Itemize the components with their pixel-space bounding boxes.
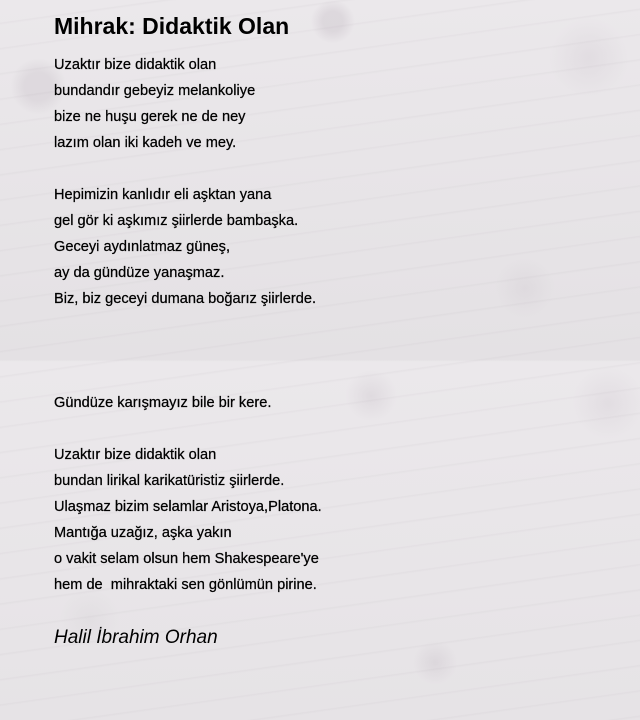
- poem-line: hem de mihraktaki sen gönlümün pirine.: [54, 577, 317, 593]
- poem-line: Uzaktır bize didaktik olan: [54, 57, 217, 73]
- poem-line: Geceyi aydınlatmaz güneş,: [54, 239, 231, 255]
- poem-line: Hepimizin kanlıdır eli aşktan yana: [54, 187, 272, 203]
- poem-line: bundan lirikal karikatüristiz şiirlerde.: [54, 473, 285, 489]
- poem-line: Gündüze karışmayız bile bir kere.: [54, 395, 272, 411]
- poem-container: [54, 12, 614, 650]
- stanza-3: [54, 390, 614, 416]
- poem-line: o vakit selam olsun hem Shakespeare'ye: [54, 551, 319, 567]
- poem-line: ay da gündüze yanaşmaz.: [54, 265, 225, 281]
- stanza-4: [54, 442, 614, 598]
- poem-line: gel gör ki aşkımız şiirlerde bambaşka.: [54, 213, 299, 229]
- poem-line: bundandır gebeyiz melankoliye: [54, 83, 256, 99]
- stanza-gap: [54, 156, 614, 182]
- poem-line: Biz, biz geceyi dumana boğarız şiirlerde.: [54, 291, 317, 307]
- poem-line: Uzaktır bize didaktik olan: [54, 447, 217, 463]
- stanza-1: [54, 52, 614, 156]
- poem-title: Mihrak: Didaktik Olan: [54, 13, 290, 39]
- stanza-gap: [54, 312, 614, 390]
- poem-line: Mantığa uzağız, aşka yakın: [54, 525, 232, 541]
- poem-line: lazım olan iki kadeh ve mey.: [54, 135, 237, 151]
- stanza-gap: [54, 416, 614, 442]
- poem-line: bize ne huşu gerek ne de ney: [54, 109, 246, 125]
- stanza-2: [54, 182, 614, 312]
- poem-line: Ulaşmaz bizim selamlar Aristoya,Platona.: [54, 499, 322, 515]
- poem-author: Halil İbrahim Orhan: [54, 627, 218, 648]
